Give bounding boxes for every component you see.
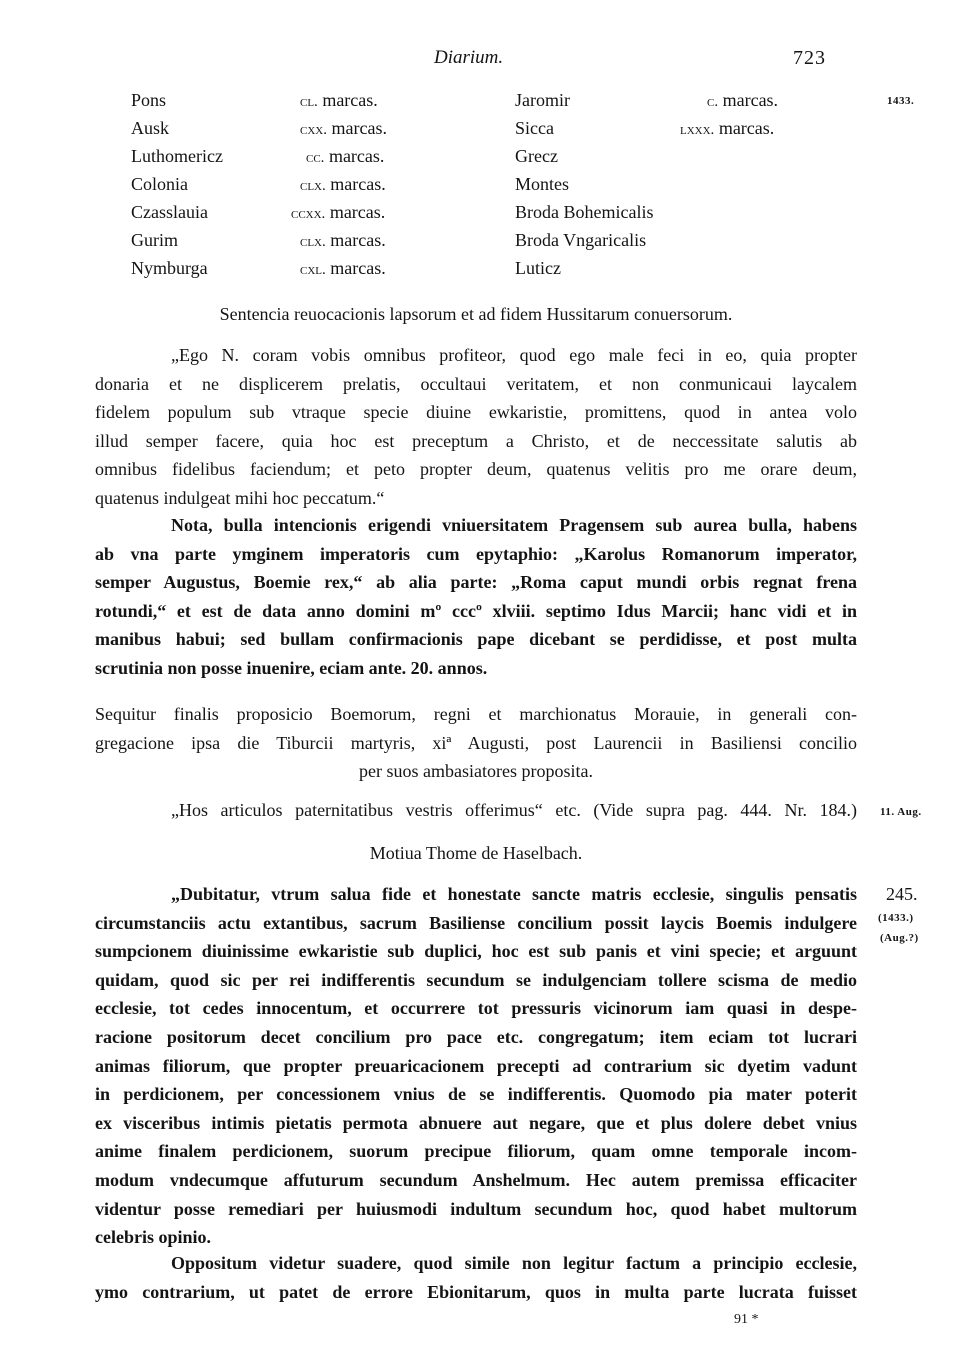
list-item-name: Grecz: [515, 146, 558, 166]
text-line: in perdicionem, per concessionem vnius de se indifferentis. Quomodo pia mater poterit: [95, 1084, 857, 1105]
list-item-amount: lxxx. marcas.: [680, 118, 775, 138]
list-item-name: Jaromir: [515, 90, 570, 110]
text-line: circumstanciis actu extantibus, sacrum Basiliense concilium possit laycis Boemis indulgere: [95, 912, 857, 933]
text-line: animas filiorum, que propter preuaricacionem precepti ad contrarium sic dyetim vadunt: [95, 1055, 857, 1076]
text-line: Sequitur finalis proposicio Boemorum, regni et marchionatus Morauie, in generali con-: [95, 704, 857, 724]
list-item-amount: clx. marcas.: [300, 174, 386, 194]
text-line: Oppositum videtur suadere, quod simile non legitur factum a principio ecclesie,: [171, 1253, 857, 1273]
list-item-name: Sicca: [515, 118, 554, 138]
text-line: videntur posse remediari per huiusmodi indultum secundum hoc, quod habet multorum: [95, 1198, 857, 1219]
text-line: „Dubitatur, vtrum salua fide et honestate sancte matris ecclesie, singulis pensatis: [171, 884, 857, 904]
margin-doc-number: 245.: [886, 884, 918, 904]
text-line: semper Augustus, Boemie rex,“ ab alia parte: „Roma caput mundi orbis regnat frena: [95, 572, 857, 593]
margin-doc-year: (1433.): [878, 912, 914, 924]
oppositum-paragraph: [95, 1249, 857, 1306]
text-line: modum vndecumque affuturum secundum Anshelmum. Hec autem premissa efficaciter: [95, 1169, 857, 1190]
text-line: ab vna parte ymginem imperatoris cum epytaphio: „Karolus Romanorum imperator,: [95, 543, 857, 564]
list-item-name: Nymburga: [131, 258, 208, 278]
text-line: quidam, quod sic per rei indifferentis secundum se indulgenciam tollere scisma de medio: [95, 969, 857, 990]
text-line: gregacione ipsa die Tiburcii martyris, xiª Augusti, post Laurencii in Basiliensi concilio: [95, 732, 857, 753]
text-line: fidelem populum sub vtraque specie diuine ewkaristie, promittens, quod in antea volo: [95, 402, 857, 423]
ego-paragraph: [95, 341, 857, 513]
list-item-name: Montes: [515, 174, 569, 194]
text-line: ecclesie, tot cedes innocentum, et occurrere tot pressuris vicinorum iam quasi in despe-: [95, 998, 857, 1019]
list-item-amount: cxx. marcas.: [300, 118, 387, 138]
sequitur-paragraph: [95, 700, 857, 786]
text-line: illud semper facere, quia hoc est preceptum a Christo, et de neccessitate salutis ab: [95, 430, 857, 451]
signature-mark: 91 *: [734, 1312, 759, 1327]
text-line: anime finalem perdicionem, suorum precipue filiorum, quam omne temporale incom-: [95, 1141, 857, 1162]
sentencia-heading: Sentencia reuocacionis lapsorum et ad fidem Hussitarum conuersorum.: [219, 304, 733, 324]
margin-year: 1433.: [887, 95, 915, 107]
text-line: „Ego N. coram vobis omnibus profiteor, quod ego male feci in eo, quia propter: [171, 345, 857, 365]
list-item-name: Pons: [131, 90, 167, 110]
text-line: omnibus fidelibus faciendum; et peto propter deum, quatenus velitis pro me orare deum,: [95, 459, 857, 480]
list-item-name: Colonia: [131, 174, 188, 194]
nota-paragraph: [95, 511, 857, 683]
text-line: rotundi,“ et est de data anno domini mº cccº xlviii. septimo Idus Marcii; hanc vidi et in: [95, 600, 857, 621]
text-line: ex visceribus intimis pietatis permota abnuere aut negare, que et plus dolere debet vnius: [95, 1112, 857, 1133]
list-item-amount: clx. marcas.: [300, 230, 386, 250]
list-item-name: Luticz: [515, 258, 561, 278]
margin-date: 11. Aug.: [880, 806, 922, 818]
list-item-amount: ccxx. marcas.: [291, 202, 386, 222]
margin-doc-month: (Aug.?): [880, 932, 919, 944]
text-line: „Hos articulos paternitatibus vestris offerimus“ etc. (Vide supra pag. 444. Nr. 184.): [171, 800, 857, 820]
list-item-amount: cxl. marcas.: [300, 258, 386, 278]
text-line: scrutinia non posse inuenire, eciam ante. 20. annos.: [95, 657, 488, 678]
list-item-name: Broda Vngaricalis: [515, 230, 647, 250]
text-line: Nota, bulla intencionis erigendi vniuersitatem Pragensem sub aurea bulla, habens: [171, 515, 857, 535]
page-number: 723: [793, 47, 826, 69]
text-line: ymo contrarium, ut patet de errore Ebionitarum, quos in multa parte lucrata fuisset: [95, 1281, 857, 1302]
text-line: racione positorum decet concilium pro pace etc. congregatum; item eciam tot lucrari: [95, 1026, 857, 1047]
text-line: per suos ambasiatores proposita.: [359, 761, 593, 782]
list-item-name: Broda Bohemicalis: [515, 202, 654, 222]
motiua-heading: Motiua Thome de Haselbach.: [369, 843, 583, 863]
hos-line: [95, 796, 857, 825]
list-item-name: Ausk: [131, 118, 170, 138]
list-item-name: Gurim: [131, 230, 178, 250]
text-line: manibus habui; sed bullam confirmacionis pape dicebant se perdidisse, et post multa: [95, 629, 857, 650]
text-line: quatenus indulgeat mihi hoc peccatum.“: [95, 487, 385, 508]
list-item-amount: cc. marcas.: [306, 146, 385, 166]
dubitatur-paragraph: [95, 880, 857, 1252]
list-item-name: Luthomericz: [131, 146, 223, 166]
text-line: celebris opinio.: [95, 1227, 211, 1248]
list-item-name: Czasslauia: [131, 202, 208, 222]
running-title: Diarium.: [434, 47, 504, 68]
list-item-amount: c. marcas.: [707, 90, 779, 110]
list-item-amount: cl. marcas.: [300, 90, 378, 110]
text-line: donaria et ne displicerem prelatis, occultaui veritatem, et non conmunicaui laycalem: [95, 373, 857, 394]
text-line: sumpcionem diuinissime ewkaristie sub duplici, hoc est sub panis et vini specie; et arguunt: [95, 941, 857, 962]
